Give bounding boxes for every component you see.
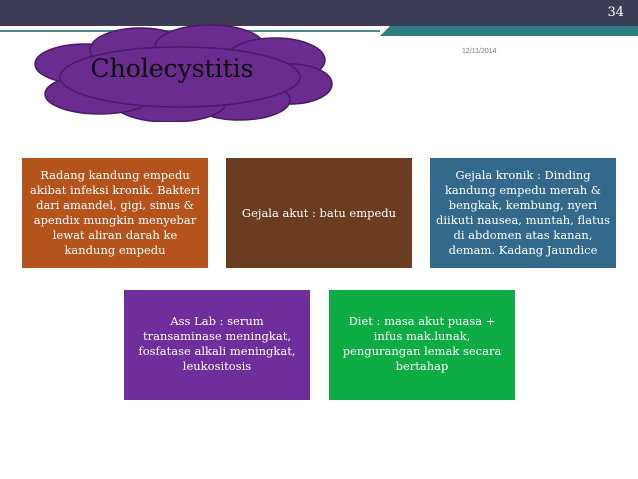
- definition-text: Radang kandung empedu akibat infeksi kronik. Bakteri dari amandel, gigi, sinus & apendix mungkin menyebar lewat aliran darah ke kandung empedu: [30, 168, 200, 257]
- definition-box: [22, 158, 208, 268]
- chronic-symptoms-box: [430, 158, 616, 268]
- diet-box: [329, 290, 515, 400]
- accent-band: [380, 26, 638, 36]
- slide-title: Cholecystitis: [90, 54, 254, 83]
- slide-date: 12/11/2014: [462, 48, 497, 55]
- diet-text: Diet : masa akut puasa + infus mak.lunak, pengurangan lemak secara bertahap: [342, 314, 502, 373]
- slide-number: 34: [607, 5, 624, 20]
- chronic-symptoms-text: Gejala kronik : Dinding kandung empedu merah & bengkak, kembung, nyeri diikuti nausea, muntah, flatus di abdomen atas kanan, demam. Kadang Jaundice: [436, 168, 610, 257]
- lab-assessment-box: [124, 290, 310, 400]
- acute-symptoms-box: [226, 158, 412, 268]
- lab-assessment-text: Ass Lab : serum transaminase meningkat, fosfatase alkali meningkat, leukositosis: [138, 314, 296, 373]
- acute-symptoms-text: Gejala akut : batu empedu: [241, 205, 397, 220]
